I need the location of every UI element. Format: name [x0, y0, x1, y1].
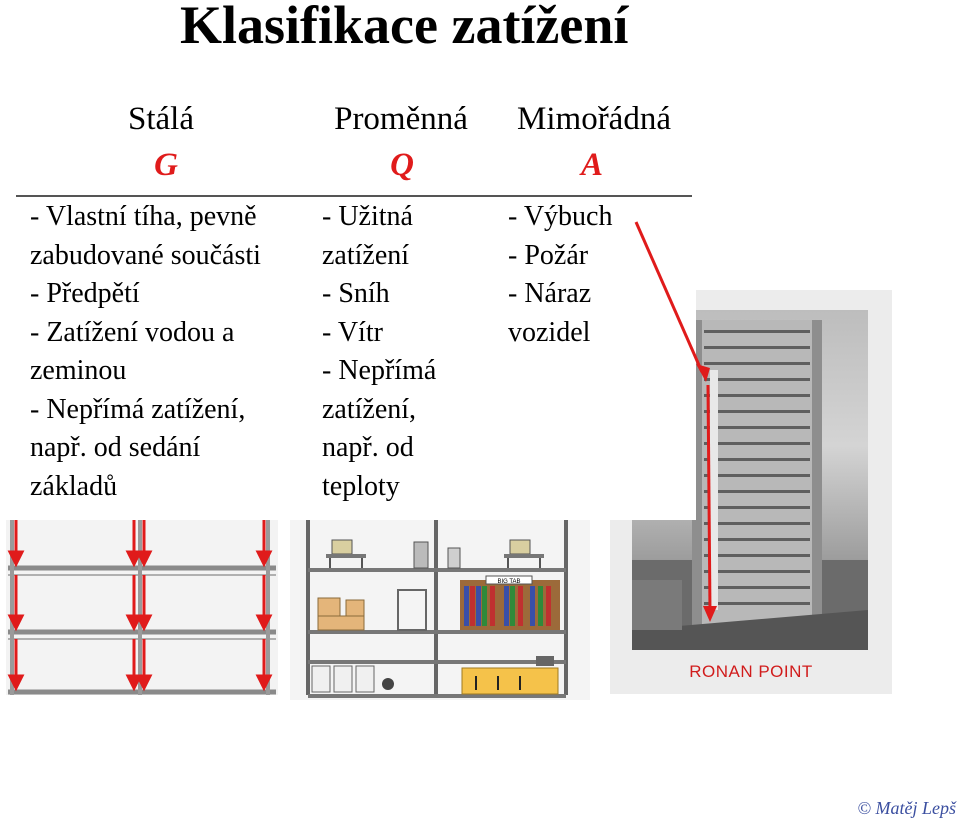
- symbol-A: A: [580, 147, 603, 183]
- page-title: Klasifikace zatížení: [180, 0, 629, 55]
- shelf-label: BIG TAB: [497, 579, 521, 585]
- column-heading-accidental: Mimořádná: [517, 101, 671, 137]
- copyright-note: © Matěj Lepš: [857, 798, 956, 818]
- permanent-load-items: - Vlastní tíha, pevně zabudované součásti - Předpětí - Zatížení vodou a zeminou - Nepřímá zatížení, např. od sedání základů: [30, 201, 261, 502]
- symbol-G: G: [154, 147, 178, 183]
- photo-caption: RONAN POINT: [689, 662, 813, 681]
- column-heading-variable: Proměnná: [334, 101, 468, 137]
- variable-load-items: - Užitná zatížení - Sníh - Vítr - Nepřímá zatížení, např. od teploty: [322, 201, 437, 502]
- column-heading-permanent: Stálá: [128, 101, 194, 137]
- symbol-Q: Q: [390, 147, 414, 183]
- accidental-load-items: - Výbuch - Požár - Náraz vozidel: [508, 201, 613, 348]
